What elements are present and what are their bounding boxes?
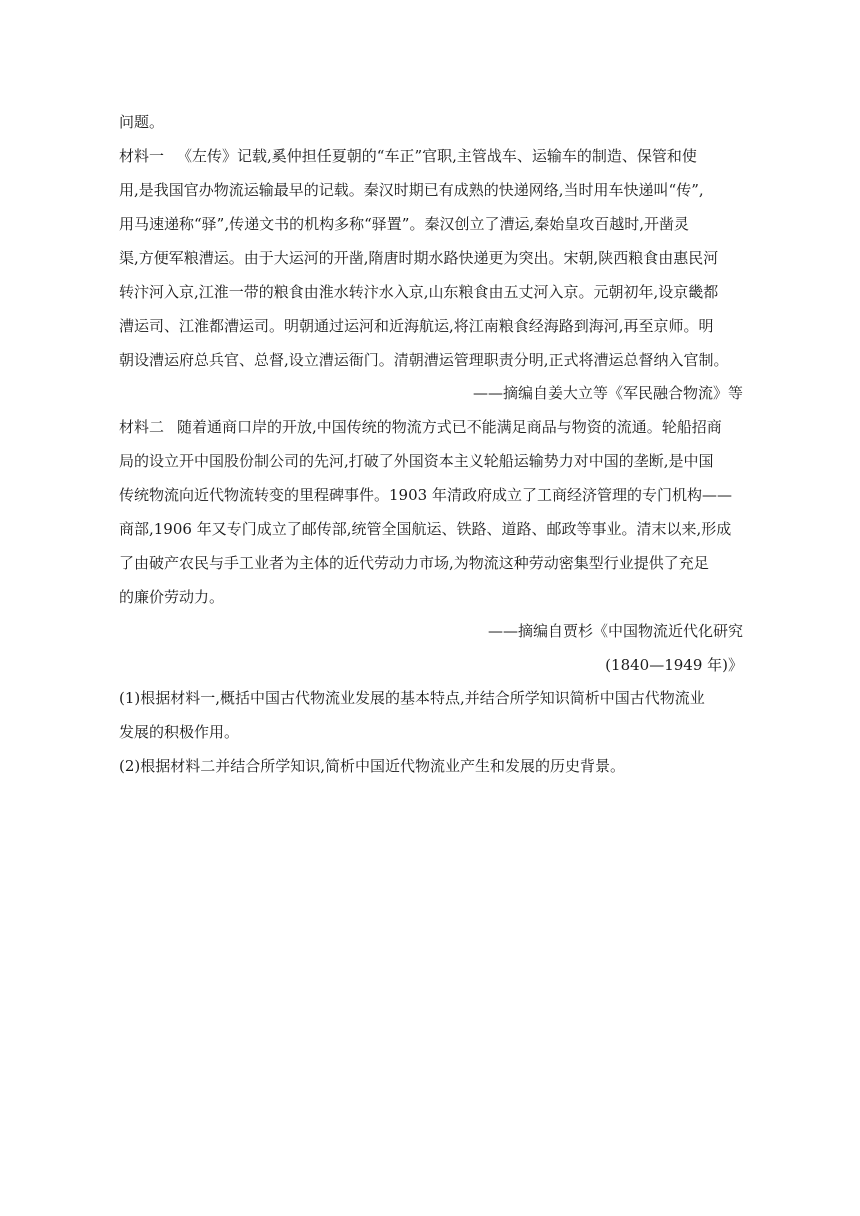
- material1-label: 材料一: [119, 147, 165, 165]
- material1-text-line: 《左传》记载,奚仲担任夏朝的“车正”官职,主管战车、运输车的制造、保管和使: [177, 147, 697, 165]
- material2-text-line: 商部,1906 年又专门成立了邮传部,统管全国航运、铁路、道路、邮政等事业。清末以来,形成: [119, 520, 732, 538]
- question-2: (2)根据材料二并结合所学知识,简析中国近代物流业产生和发展的历史背景。: [119, 757, 626, 775]
- question-1-continued: 发展的积极作用。: [119, 723, 240, 741]
- material1-text-line: 漕运司、江淮都漕运司。明朝通过运河和近海航运,将江南粮食经海路到海河,再至京师。明: [119, 317, 714, 335]
- material1-text-line: 转汴河入京,江淮一带的粮食由淮水转汴水入京,山东粮食由五丈河入京。元朝初年,设京畿都: [119, 283, 719, 301]
- material1-text-line: 用,是我国官办物流运输最早的记载。秦汉时期已有成熟的快递网络,当时用车快递叫“传”,: [119, 181, 704, 199]
- material2-label: 材料二: [119, 418, 165, 436]
- material1-text-line: 渠,方便军粮漕运。由于大运河的开凿,隋唐时期水路快递更为突出。宋朝,陕西粮食由惠民河: [119, 249, 719, 267]
- intro-text: 问题。: [119, 113, 165, 131]
- material2-text-line: 的廉价劳动力。: [119, 588, 225, 606]
- material2-text-line: 局的设立开中国股份制公司的先河,打破了外国资本主义轮船运输势力对中国的垄断,是中国: [119, 452, 714, 470]
- material2-text-line: 传统物流向近代物流转变的里程碑事件。1903 年清政府成立了工商经济管理的专门机构——: [119, 486, 732, 504]
- material1-first-line: [119, 146, 743, 166]
- material1-text-line: 用马速递称“驿”,传递文书的机构多称“驿置”。秦汉创立了漕运,秦始皇攻百越时,开凿灵: [119, 215, 689, 233]
- material2-first-line: [119, 417, 743, 437]
- material2-text-line: 了由破产农民与手工业者为主体的近代劳动力市场,为物流这种劳动密集型行业提供了充足: [119, 554, 709, 572]
- material2-text-line: 随着通商口岸的开放,中国传统的物流方式已不能满足商品与物资的流通。轮船招商: [177, 418, 722, 436]
- question-1: (1)根据材料一,概括中国古代物流业发展的基本特点,并结合所学知识简析中国古代物流业: [119, 689, 705, 707]
- material1-source: ——摘编自姜大立等《军民融合物流》等: [472, 384, 743, 402]
- material2-source: ——摘编自贾杉《中国物流近代化研究: [487, 622, 743, 640]
- material1-text-line: 朝设漕运府总兵官、总督,设立漕运衙门。清朝漕运管理职责分明,正式将漕运总督纳入官制。: [119, 351, 729, 369]
- material2-source-years: (1840—1949 年)》: [605, 656, 743, 674]
